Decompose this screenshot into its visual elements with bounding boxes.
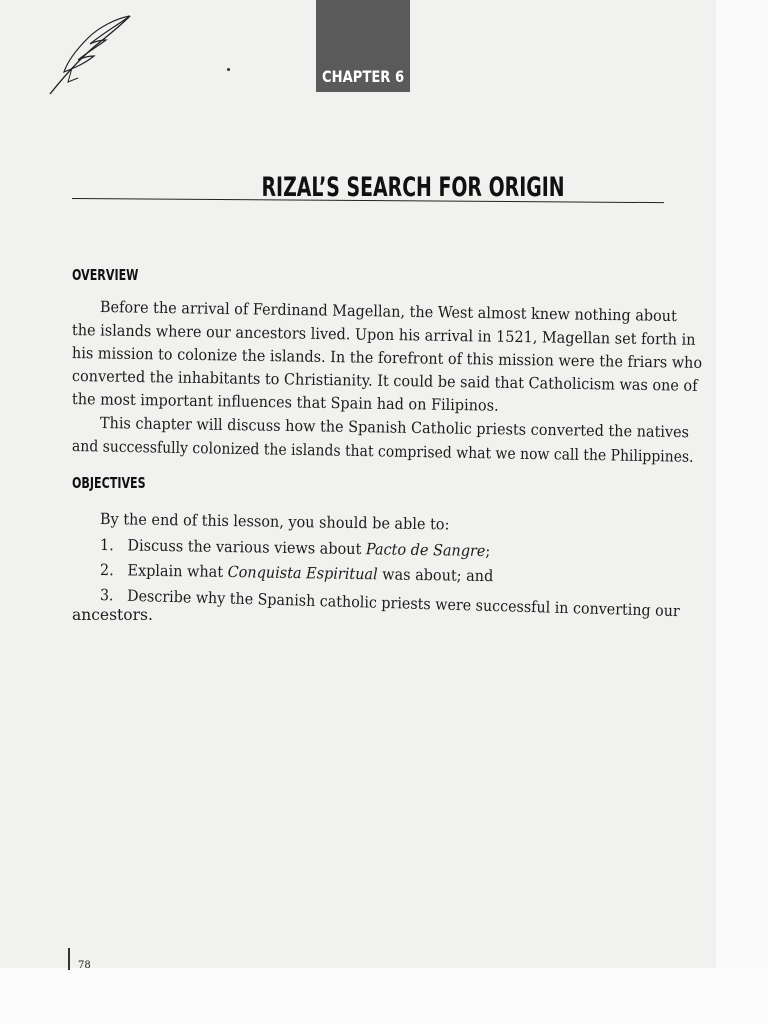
chapter-label: CHAPTER 6 [321, 67, 405, 86]
objective-item-3 [100, 586, 680, 620]
objectives-heading: OBJECTIVES [72, 474, 146, 492]
overview-p2-line-2: and successfully colonized the islands that comprised what we now call the Philippines. [71, 437, 694, 466]
chapter-title: RIZAL’S SEARCH FOR ORIGIN [261, 172, 565, 203]
overview-heading: OVERVIEW [72, 266, 139, 284]
overview-p1-line-3: his mission to colonize the islands. In the forefront of this mission were the friars who [71, 344, 703, 372]
objective-italic: Conquista Espiritual [227, 563, 378, 584]
overview-p1-line-4: converted the inhabitants to Christianity. It could be said that Catholicism was one of [71, 367, 698, 395]
objective-text-end: ; [485, 542, 491, 561]
overview-p1-line-1: Before the arrival of Ferdinand Magellan, the West almost knew nothing about [99, 298, 677, 326]
objective-item-3-continued: ancestors. [72, 606, 153, 624]
objective-text: Discuss the various views about [127, 536, 367, 559]
objective-italic: Pacto de Sangre [365, 540, 486, 561]
objective-item-1 [100, 536, 491, 560]
overview-p2-line-1: This chapter will discuss how the Spanish Catholic priests converted the natives [99, 414, 690, 442]
page-number: 78 [78, 960, 91, 971]
page-edge [716, 0, 768, 1024]
chapter-tab [316, 0, 410, 92]
overview-p1-line-2: the islands where our ancestors lived. Upon his arrival in 1521, Magellan set forth in [71, 321, 696, 349]
objective-number: 3. [99, 586, 114, 605]
page-bottom-margin [0, 968, 768, 1024]
quill-feather-icon [48, 12, 134, 96]
objective-text-end: was about; and [377, 565, 494, 586]
objective-text: Explain what [127, 561, 228, 582]
overview-p1-line-5: the most important influences that Spain had on Filipinos. [71, 390, 499, 415]
objective-text: Describe why the Spanish catholic priests were successful in converting our [126, 586, 681, 621]
objectives-intro: By the end of this lesson, you should be able to: [99, 510, 450, 534]
speck [227, 68, 230, 71]
objective-number: 2. [99, 561, 114, 580]
objective-item-2 [100, 561, 494, 585]
objective-number: 1. [99, 536, 114, 555]
page-number-bar [68, 948, 70, 970]
